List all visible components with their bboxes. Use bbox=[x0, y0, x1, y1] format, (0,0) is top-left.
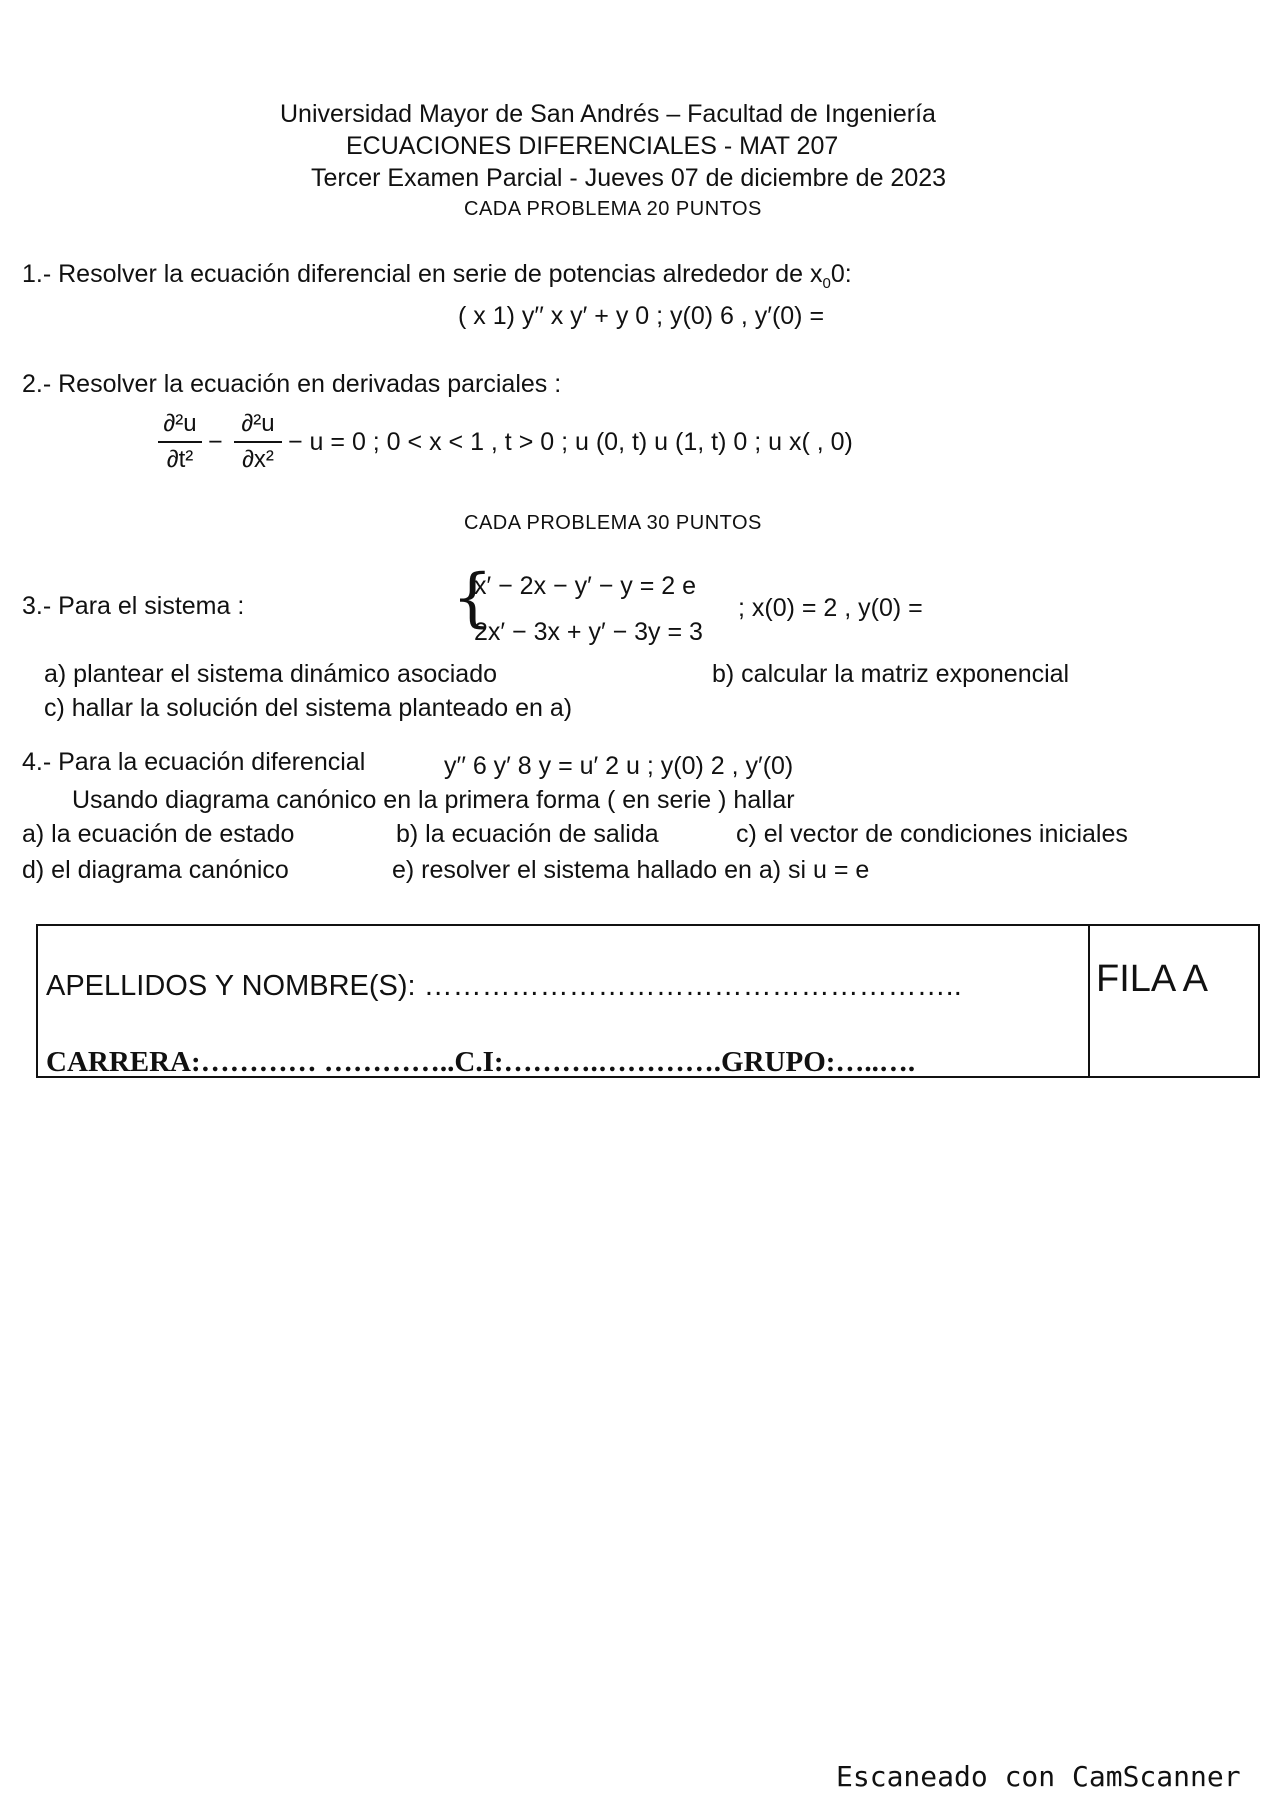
pde-fraction-x: ∂²u ∂x² bbox=[234, 410, 282, 474]
exam-title: Tercer Examen Parcial - Jueves 07 de diciembre de 2023 bbox=[311, 164, 947, 192]
system-brace: { bbox=[452, 561, 493, 635]
pde-equation-rest: − u = 0 ; 0 < x < 1 , t > 0 ; u (0, t) u (1, t) 0 ; u x( , 0) bbox=[288, 428, 853, 456]
problem-1-x0-value: 0: bbox=[830, 260, 852, 288]
problem-2-statement: 2.- Resolver la ecuación en derivadas parciales : bbox=[22, 370, 562, 398]
problem-3-statement: 3.- Para el sistema : bbox=[22, 592, 245, 620]
points-note-30: CADA PROBLEMA 30 PUNTOS bbox=[464, 512, 762, 534]
problem-3-item-c: c) hallar la solución del sistema planteado en a) bbox=[44, 694, 573, 722]
problem-4-equation: y′′ 6 y′ 8 y = u′ 2 u ; y(0) 2 , y′(0) bbox=[444, 752, 794, 780]
problem-3-item-a: a) plantear el sistema dinámico asociado bbox=[44, 660, 498, 688]
problem-3-item-b: b) calcular la matriz exponencial bbox=[712, 660, 1070, 688]
pde-fraction-t: ∂²u ∂t² bbox=[158, 410, 202, 474]
problem-4-subtitle: Usando diagrama canónico en la primera forma ( en serie ) hallar bbox=[72, 786, 795, 814]
system-initial-conditions: ; x(0) = 2 , y(0) = bbox=[738, 594, 923, 622]
problem-4-item-e: e) resolver el sistema hallado en a) si u = e bbox=[392, 856, 870, 884]
problem-4-item-b: b) la ecuación de salida bbox=[396, 820, 659, 848]
points-note-20: CADA PROBLEMA 20 PUNTOS bbox=[464, 198, 762, 220]
problem-4-item-c: c) el vector de condiciones iniciales bbox=[736, 820, 1128, 848]
course-title: ECUACIONES DIFERENCIALES - MAT 207 bbox=[346, 132, 839, 160]
problem-1-equation: ( x 1) y′′ x y′ + y 0 ; y(0) 6 , y′(0) = bbox=[458, 302, 825, 330]
problem-4-item-a: a) la ecuación de estado bbox=[22, 820, 295, 848]
fila-label: FILA A bbox=[1096, 958, 1208, 1000]
problem-4-item-d: d) el diagrama canónico bbox=[22, 856, 289, 884]
problem-1-statement bbox=[22, 260, 852, 292]
name-field-label[interactable]: APELLIDOS Y NOMBRE(S): ……………………………………………….. bbox=[46, 970, 962, 1002]
problem-1-x0: $x_0$ bbox=[809, 260, 831, 292]
system-equation-2: 2x′ − 3x + y′ − 3y = 3 bbox=[474, 618, 703, 646]
university-title: Universidad Mayor de San Andrés – Facultad de Ingeniería bbox=[280, 100, 936, 128]
problem-4-statement: 4.- Para la ecuación diferencial bbox=[22, 748, 366, 776]
scanner-watermark: Escaneado con CamScanner bbox=[836, 1760, 1241, 1793]
problem-1-text: 1.- Resolver la ecuación diferencial en serie de potencias alrededor de bbox=[22, 260, 804, 288]
career-ci-group-field[interactable]: CARRERA:………… …………..C.I:……….………….GRUPO:…..…. bbox=[46, 1046, 916, 1078]
pde-minus-sign: − bbox=[208, 428, 223, 456]
system-equation-1: x′ − 2x − y′ − y = 2 e bbox=[474, 572, 696, 600]
box-divider bbox=[1088, 924, 1090, 1078]
